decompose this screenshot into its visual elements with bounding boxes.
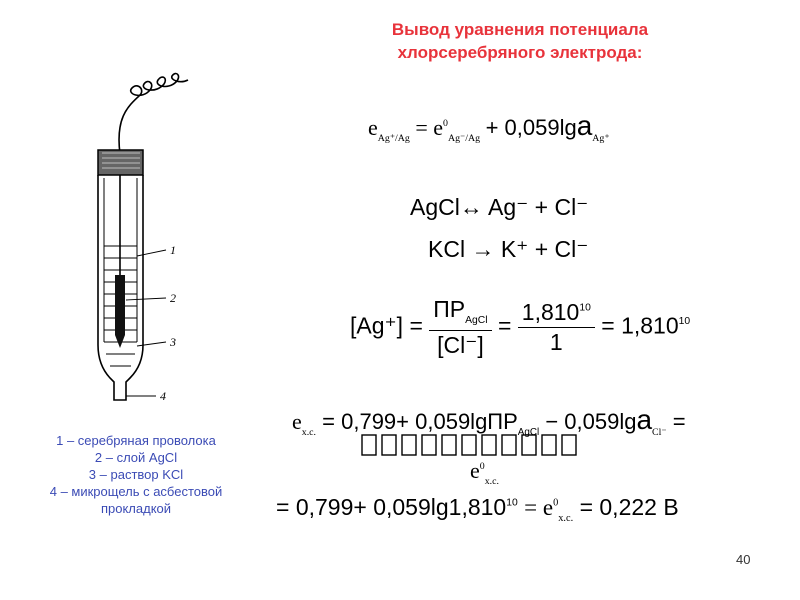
legend-item: 1 – серебряная проволока	[56, 433, 216, 448]
legend-item: 4 – микрощель с асбестовой	[49, 484, 223, 499]
eq6-result: = 0,222 В	[579, 494, 679, 520]
eq4-lhs: [Ag⁺] =	[350, 312, 423, 339]
figure-label-4: 4	[160, 389, 166, 403]
eq5-e: e	[292, 409, 302, 434]
eq4-pr-sub: AgCl	[465, 315, 488, 327]
eq4-eq-b-sup: 10	[678, 316, 691, 328]
equation-standard-potential	[470, 460, 499, 487]
eq1-lhs-sub: Ag⁺/Ag	[377, 132, 410, 144]
eq6-sup: 10	[506, 497, 518, 509]
eq1-equals: =	[415, 115, 428, 140]
eq4-eq-a: =	[497, 312, 512, 339]
title-line-1: Вывод уравнения потенциала	[391, 20, 649, 39]
eq1-e: e	[368, 115, 378, 140]
equation-kcl-dissociation: KCl → K⁺ + Cl⁻	[428, 236, 589, 262]
eq1-e0-sub: Ag⁻/Ag	[447, 132, 481, 144]
eq5-minus: − 0,059lg	[545, 409, 637, 434]
eq6-e0-sup: 0	[553, 497, 559, 509]
eq5-e-sub: х.с.	[301, 426, 317, 438]
eq5-a-sub: Cl⁻	[652, 426, 667, 438]
electrode-diagram	[80, 60, 280, 480]
page-number: 40	[736, 552, 751, 567]
agcl-layer	[115, 275, 125, 335]
eq5-e0-sup: 0	[479, 461, 485, 473]
eq6-e0: = e	[524, 495, 554, 520]
legend-item: 3 – раствор KCl	[88, 467, 184, 482]
figure-legend	[20, 432, 252, 517]
figure-label-3: 3	[170, 335, 176, 349]
equation-agcl-dissociation: AgCl↔ Ag⁻ + Cl⁻	[410, 194, 589, 220]
wire-coil	[119, 74, 188, 154]
figure-label-2: 2	[170, 291, 176, 305]
eq1-a-sub: Ag⁺	[592, 132, 610, 144]
eq4-num2-sup: 10	[579, 302, 591, 314]
eq6-body: = 0,799+ 0,059lg1,810	[276, 494, 507, 520]
eq4-num2: 1,810	[521, 298, 580, 325]
eq4-fraction-1	[429, 298, 491, 357]
eq5-body: = 0,799+ 0,059lgПР	[322, 409, 518, 434]
eq5-e0-sub: х.с.	[484, 475, 499, 487]
eq4-den2: 1	[549, 328, 563, 355]
equation-final-result	[276, 496, 679, 525]
eq4-fraction-2	[518, 298, 595, 355]
eq6-e0-sub: х.с.	[558, 513, 574, 525]
legend-item: 2 – слой AgCl	[94, 450, 178, 465]
eq1-coef: + 0,059lg	[485, 115, 577, 140]
eq4-cl: [Cl⁻]	[437, 331, 484, 358]
glyph-boxes	[360, 432, 590, 458]
title-line-2: хлорсеребряного электрода:	[397, 43, 643, 62]
stopper	[98, 150, 143, 175]
eq5-a: a	[636, 404, 653, 435]
legend-item: прокладкой	[100, 501, 172, 516]
eq1-a: a	[576, 110, 593, 141]
eq4-eq-b: = 1,810	[601, 312, 679, 339]
eq5-e0: e	[470, 458, 480, 483]
eq1-e0-sup: 0	[443, 118, 448, 130]
eq5-pr-sub: AgCl	[517, 426, 540, 438]
eq1-e0: e	[433, 115, 444, 140]
equation-ag-concentration	[350, 298, 690, 357]
slide-title	[330, 18, 710, 64]
eq5-tail: =	[672, 409, 686, 434]
equation-nernst	[368, 112, 610, 144]
figure-label-1: 1	[170, 243, 176, 257]
eq4-pr: ПР	[433, 296, 466, 322]
